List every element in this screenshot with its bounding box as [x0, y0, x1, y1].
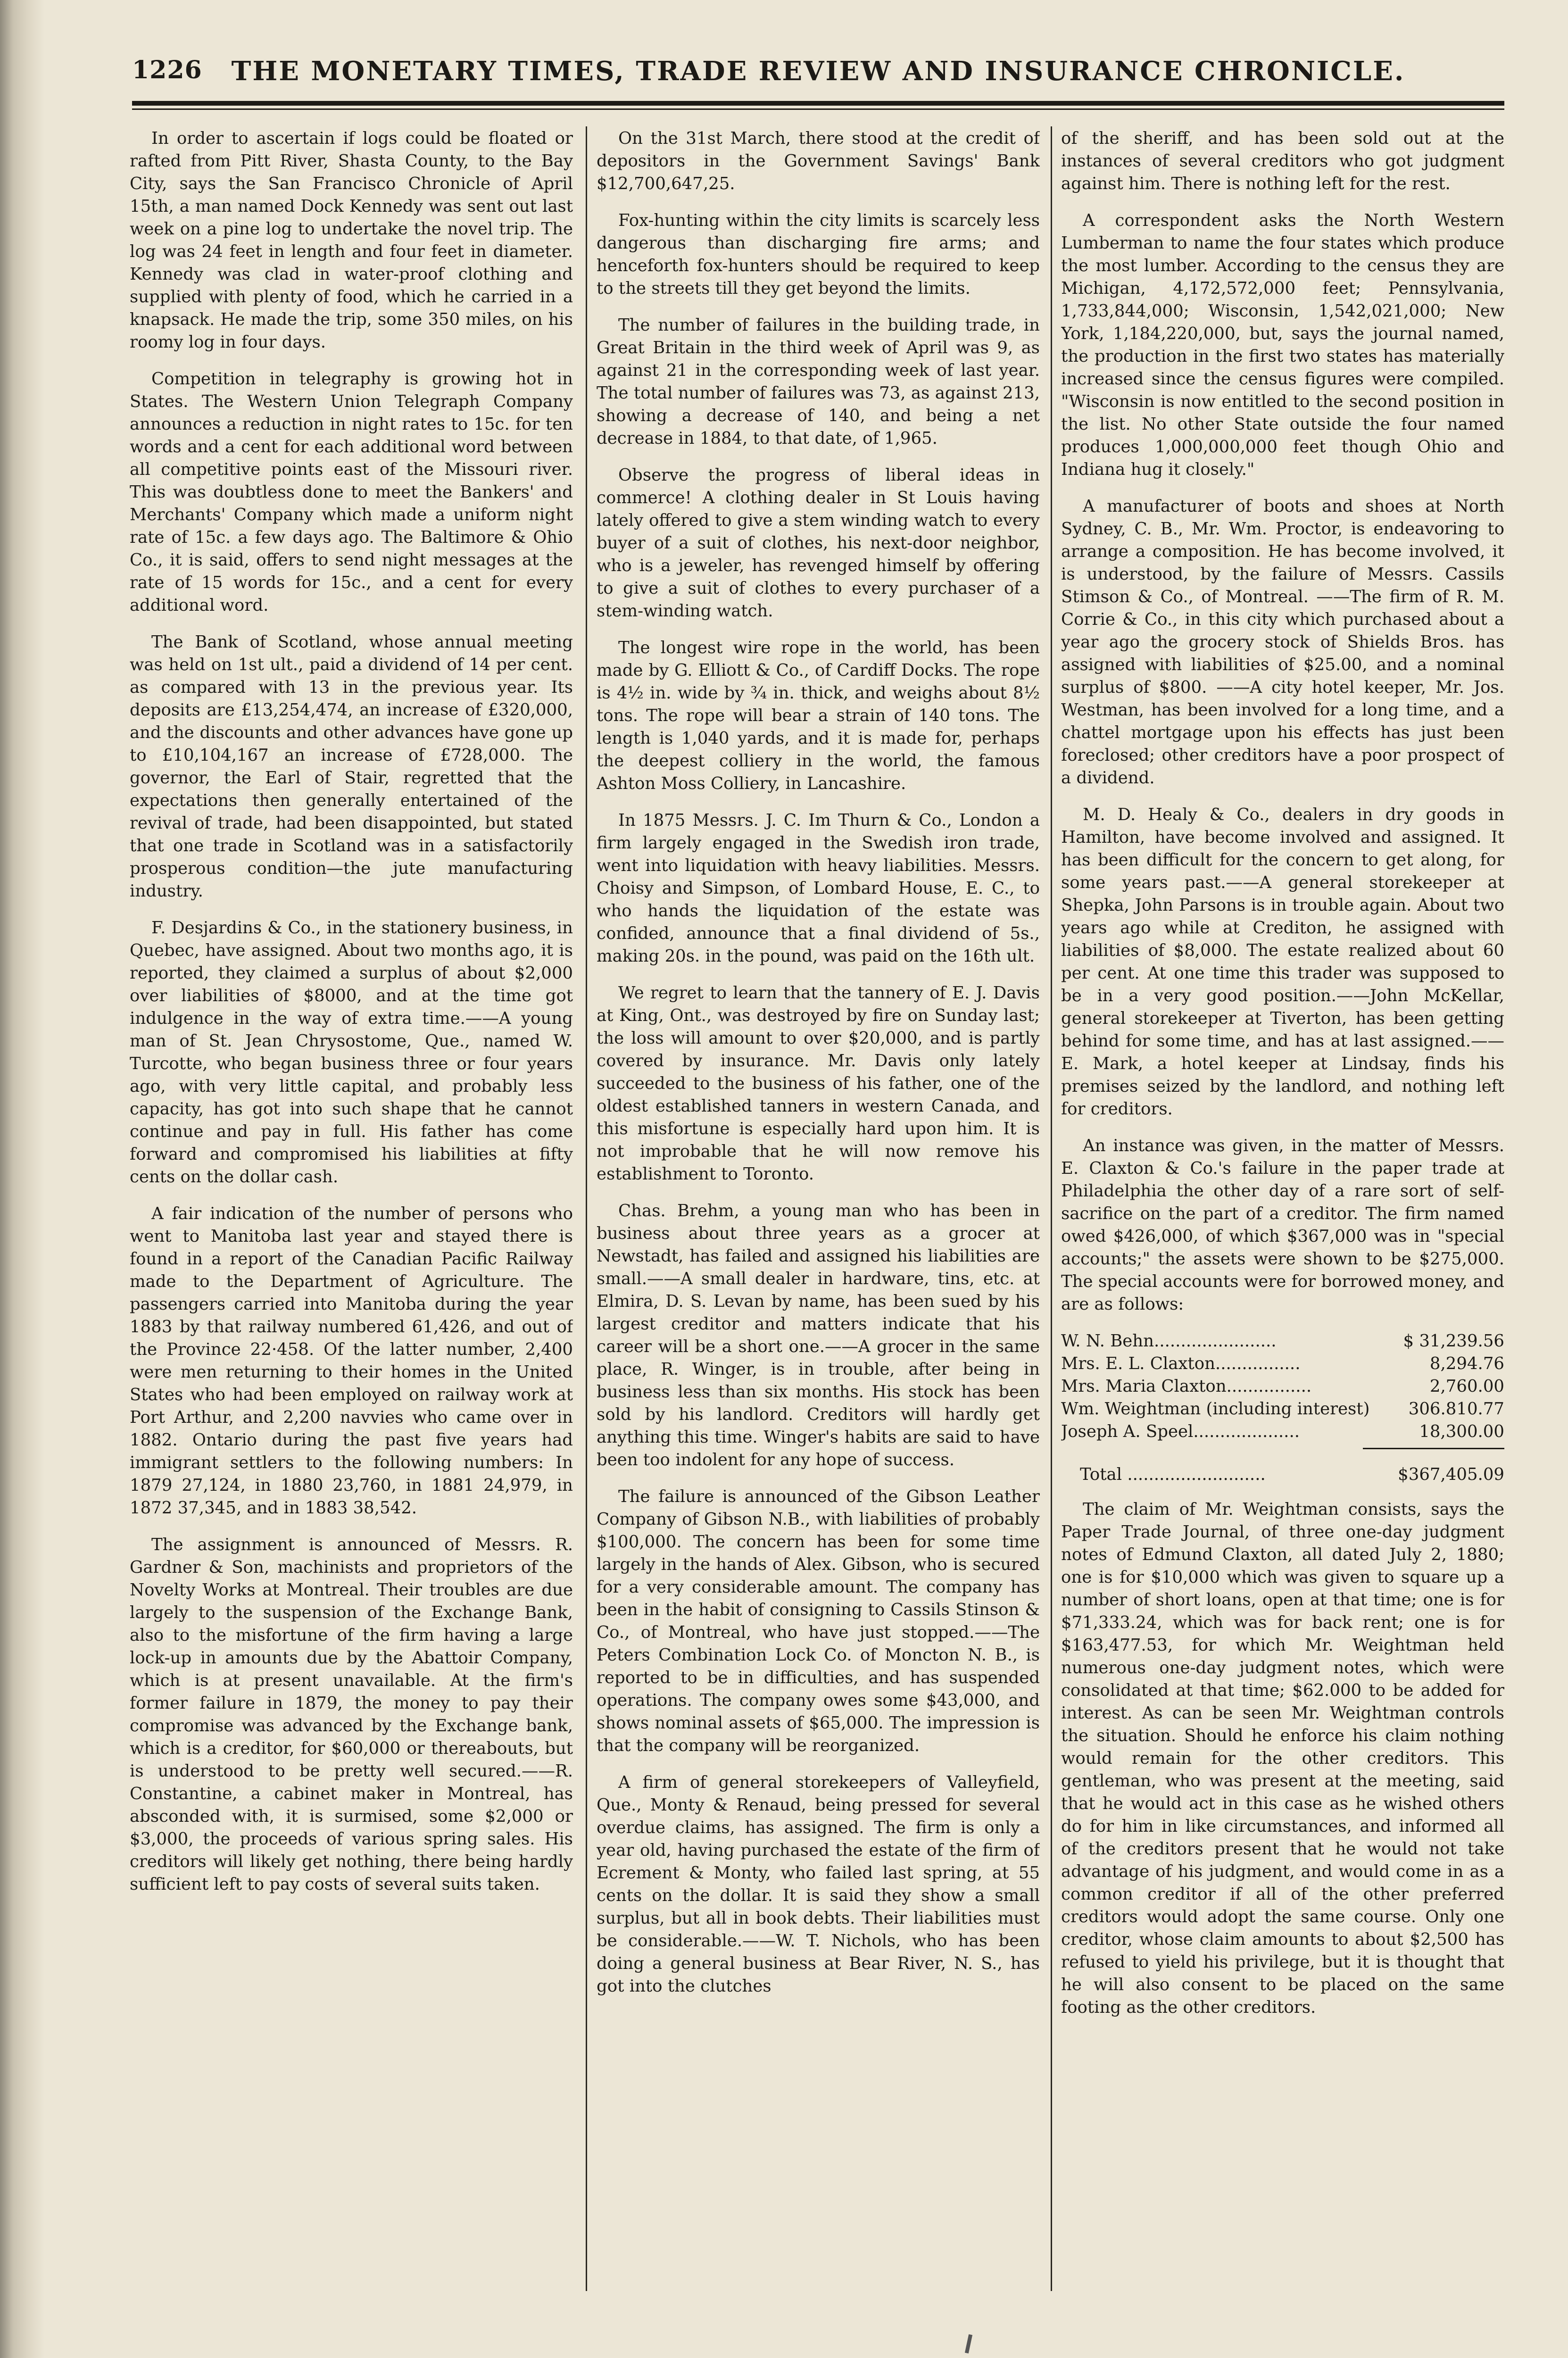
page-header [132, 51, 1504, 103]
article-weightman: The claim of Mr. Weightman consists, says the Paper Trade Journal, of three one-day judgment notes of Edmund Claxton, all dated July 2, 1880; one is for $10,000 which was given to square up a number of short loans, open at that time; one is for $71,333.24, which was for back rent; one is for $163,477.53, for which Mr. Weightman held numerous one-day judgment notes, which were consolidated at that time; $62.000 to be added for interest. As can be seen Mr. Weightman controls the situation. Should he enforce his claim nothing would remain for the other creditors. This gentleman, who was present at the meeting, said that he would act in this case as he wished others do for him in like circumstances, and informed all of the creditors present that he would not take advantage of his judgment, and would come in as a common creditor if all of the other preferred creditors would adopt the same course. Only one creditor, whose claim amounts to about $2,500 has refused to yield his privilege, but it is thought that he will also consent to be placed on the same footing as the other creditors. [1061, 1500, 1504, 2017]
column-divider [586, 126, 587, 2291]
account-amount: 8,294.76 [1429, 1354, 1504, 1373]
list-item [1061, 1375, 1504, 1398]
list-item [1061, 1353, 1504, 1375]
account-name: Mrs. E. L. Claxton................ [1061, 1354, 1301, 1373]
article-brehm: Chas. Brehm, a young man who has been in business about three years as a grocer at Newstadt, has failed and assigned his liabilities are small.——A small dealer in hardware, tins, etc. at Elmira, D. S. Levan by name, has been sued by his largest creditor and matters indicate that his career will be a short one.——A grocer in the same place, R. Winger, is in trouble, after being in business less than six months. His stock has been sold by his landlord. Creditors will hardly get anything this time. Winger's habits are said to have been too indolent for any hope of success. [597, 1201, 1040, 1470]
article-claxton: An instance was given, in the matter of Messrs. E. Claxton & Co.'s failure in the paper trade at Philadelphia the other day of a rare sort of self-sacrifice on the part of a creditor. The firm named owed $426,000, of which $367,000 was in "special accounts;" the assets were shown to be $275,000. The special accounts were for borrowed money, and are as follows: [1061, 1136, 1504, 1314]
total-row [1080, 1463, 1504, 1486]
account-amount: 306.810.77 [1408, 1399, 1504, 1419]
total-rule [1363, 1448, 1504, 1449]
account-amount: 2,760.00 [1429, 1377, 1504, 1396]
total-amount: $367,405.09 [1398, 1465, 1504, 1484]
article-lumber-states: A correspondent asks the North Western Lumberman to name the four states which produce the most lumber. According to the census they are Michigan, 4,172,572,000 feet; Pennsylvania, 1,733,844,000; Wisconsin, 1,542,021,000; New York, 1,184,220,000, but, says the journal named, the production in the first two states has materially increased since the census figures were compiled. "Wisconsin is now entitled to the second position in the list. No other State outside the four named produces 1,000,000,000 feet though Ohio and Indiana hug it closely." [1061, 211, 1504, 479]
article-building-failures: The number of failures in the building trade, in Great Britain in the third week of April was 9, as against 21 in the corresponding week of last year. The total number of failures was 73, as against 213, showing a decrease of 140, and being a net decrease in 1884, to that date, of 1,965. [597, 316, 1040, 448]
column-1 [130, 127, 573, 2306]
special-accounts-list [1061, 1330, 1504, 1486]
article-valleyfield: A firm of general storekeepers of Valleyfield, Que., Monty & Renaud, being pressed for several overdue claims, has assigned. The firm is only a year old, having purchased the estate of the firm of Ecrement & Monty, who failed last spring, at 55 cents on the dollar. It is said they show a small surplus, but all in book debts. Their liabilities must be considerable.——W. T. Nichols, who has been doing a general business at Bear River, N. S., has got into the clutches [597, 1773, 1040, 1996]
print-mark [965, 2334, 972, 2354]
list-item [1061, 1398, 1504, 1420]
article-desjardins: F. Desjardins & Co., in the stationery business, in Quebec, have assigned. About two months ago, it is reported, they claimed a surplus of about $2,000 over liabilities of $8000, and at the time got indulgence in the way of extra time.——A young man of St. Jean Chrysostome, Que., named W. Turcotte, who began business three or four years ago, with very little capital, and probably less capacity, has got into such shape that he cannot continue and pay in full. His father has come forward and compromised his liabilities at fifty cents on the dollar cash. [130, 918, 573, 1187]
article-savings-bank: On the 31st March, there stood at the credit of depositors in the Government Savings' Bank $12,700,647,25. [597, 129, 1040, 193]
article-boots-shoes: A manufacturer of boots and shoes at North Sydney, C. B., Mr. Wm. Proctor, is endeavoring to arrange a composition. He has become involved, it is understood, by the failure of Messrs. Cassils Stimson & Co., of Montreal. ——The firm of R. M. Corrie & Co., in this city which purchased about a year ago the grocery stock of Shields Bros. has assigned with liabilities of $25.00, and a nominal surplus of $800. ——A city hotel keeper, Mr. Jos. Westman, has been involved for a long time, and a chattel mortgage upon his effects has just been foreclosed; other creditors have a poor prospect of a dividend. [1061, 497, 1504, 788]
article-gardner: The assignment is announced of Messrs. R. Gardner & Son, machinists and proprietors of the Novelty Works at Montreal. Their troubles are due largely to the suspension of the Exchange Bank, also to the misfortune of the firm having a large lock-up in amounts due by the Abattoir Company, which is at present unavailable. At the firm's former failure in 1879, the money to pay their compromise was advanced by the Exchange bank, which is a creditor, for $60,000 or thereabouts, but is understood to be pretty well secured.——R. Constantine, a cabinet maker in Montreal, has absconded with, it is surmised, some $2,000 or $3,000, the proceeds of various spring sales. His creditors will likely get nothing, there being hardly sufficient left to pay costs of several suits taken. [130, 1535, 573, 1894]
account-name: Wm. Weightman (including interest) [1061, 1399, 1370, 1419]
account-amount: $ 31,239.56 [1403, 1331, 1504, 1351]
masthead-title: THE MONETARY TIMES, TRADE REVIEW AND INSURANCE CHRONICLE. [231, 56, 1405, 87]
column-3 [1061, 127, 1504, 2306]
list-item [1061, 1330, 1504, 1353]
article-logs: In order to ascertain if logs could be floated or rafted from Pitt River, Shasta County, to the Bay City, says the San Francisco Chronicle of April 15th, a man named Dock Kennedy was sent out last week on a pine log to undertake the novel trip. The log was 24 feet in length and four feet in diameter. Kennedy was clad in water-proof clothing and supplied with plenty of food, which he carried in a knapsack. He made the trip, some 350 miles, on his roomy log in four days. [130, 129, 573, 352]
article-bank-of-scotland: The Bank of Scotland, whose annual meeting was held on 1st ult., paid a dividend of 14 per cent. as compared with 13 in the previous year. Its deposits are £13,254,474, an increase of £320,000, and the discounts and other advances have gone up to £10,104,167 an increase of £728,000. The governor, the Earl of Stair, regretted that the expectations then generally entertained of the revival of trade, had been disappointed, but stated that one trade in Scotland was in a satisfactorily prosperous condition—the jute manufacturing industry. [130, 632, 573, 901]
account-name: Joseph A. Speel.................... [1061, 1422, 1300, 1441]
account-name: Mrs. Maria Claxton................ [1061, 1377, 1312, 1396]
article-liberal-ideas: Observe the progress of liberal ideas in commerce! A clothing dealer in St Louis having lately offered to give a stem winding watch to every buyer of a suit of clothes, his next-door neighbor, who is a jeweler, has revenged himself by offering to give a suit of clothes to every purchaser of a stem-winding watch. [597, 465, 1040, 621]
account-name: W. N. Behn....................... [1061, 1331, 1277, 1351]
article-fox-hunting: Fox-hunting within the city limits is scarcely less dangerous than discharging fire arms; and henceforth fox-hunters should be required to keep to the streets till they get beyond the limits. [597, 211, 1040, 298]
binding-shadow [0, 0, 45, 2358]
header-rule-thin [132, 108, 1504, 110]
article-davis-tannery: We regret to learn that the tannery of E. J. Davis at King, Ont., was destroyed by fire on Sunday last; the loss will amount to over $20,000, and is partly covered by insurance. Mr. Davis only lately succeeded to the business of his father, one of the oldest established tanners in western Canada, and this misfortune is especially hard upon him. It is not improbable that he will now remove his establishment to Toronto. [597, 983, 1040, 1184]
header-rule [132, 101, 1504, 106]
article-im-thurn: In 1875 Messrs. J. C. Im Thurn & Co., London a firm largely engaged in the Swedish iron trade, went into liquidation with heavy liabilities. Messrs. Choisy and Simpson, of Lombard House, E. C., to who hands the liquidation of the estate was confided, announce that a final dividend of 5s., making 20s. in the pound, was paid on the 16th ult. [597, 811, 1040, 966]
article-telegraphy: Competition in telegraphy is growing hot in States. The Western Union Telegraph Company announces a reduction in night rates to 15c. for ten words and a cent for each additional word between all competitive points east of the Missouri river. This was doubtless done to meet the Bankers' and Merchants' Company which made a uniform night rate of 15c. a few days ago. The Baltimore & Ohio Co., it is said, offers to send night messages at the rate of 15 words for 15c., and a cent for every additional word. [130, 369, 573, 615]
column-divider [1051, 126, 1052, 2291]
article-gibson-leather: The failure is announced of the Gibson Leather Company of Gibson N.B., with liabilities of probably $100,000. The concern has been for some time largely in the hands of Alex. Gibson, who is secured for a very considerable amount. The company has been in the habit of consigning to Cassils Stinson & Co., of Montreal, who have just stopped.——The Peters Combination Lock Co. of Moncton N. B., is reported to be in difficulties, and has suspended operations. The company owes some $43,000, and shows nominal assets of $65,000. The impression is that the company will be reorganized. [597, 1487, 1040, 1755]
article-wire-rope: The longest wire rope in the world, has been made by G. Elliott & Co., of Cardiff Docks. The rope is 4½ in. wide by ¾ in. thick, and weighs about 8½ tons. The rope will bear a strain of 140 tons. The length is 1,040 yards, and it is made for, perhaps the deepest colliery in the world, the famous Ashton Moss Colliery, in Lancashire. [597, 638, 1040, 793]
list-item [1061, 1420, 1504, 1443]
total-label: Total .......................... [1080, 1465, 1266, 1484]
account-amount: 18,300.00 [1419, 1422, 1504, 1441]
article-sheriff-continued: of the sheriff, and has been sold out at the instances of several creditors who got judgment against him. There is nothing left for the rest. [1061, 129, 1504, 193]
column-2 [597, 127, 1040, 2306]
article-healy: M. D. Healy & Co., dealers in dry goods in Hamilton, have become involved and assigned. It has been difficult for the concern to get along, for some years past.——A general storekeeper at Shepka, John Parsons is in trouble again. About two years ago while at Crediton, he assigned with liabilities of $8,000. The estate realized about 60 per cent. At one time this trader was supposed to be in a very good position.——John McKellar, general storekeeper at Tiverton, has been getting behind for some time, and has at last assigned.——E. Mark, a hotel keeper at Lindsay, finds his premises seized by the landlord, and nothing left for creditors. [1061, 805, 1504, 1119]
article-manitoba: A fair indication of the number of persons who went to Manitoba last year and stayed there is found in a report of the Canadian Pacific Railway made to the Department of Agriculture. The passengers carried into Manitoba during the year 1883 by that railway numbered 61,426, and out of the Province 22·458. Of the latter number, 2,400 were men returning to their homes in the United States who had been employed on railway work at Port Arthur, and 2,200 navvies who came over in 1882. Ontario during the past five years had immigrant settlers to the following numbers: In 1879 27,124, in 1880 23,760, in 1881 24,979, in 1872 37,345, and in 1883 38,542. [130, 1204, 573, 1518]
page-number: 1226 [132, 56, 202, 84]
